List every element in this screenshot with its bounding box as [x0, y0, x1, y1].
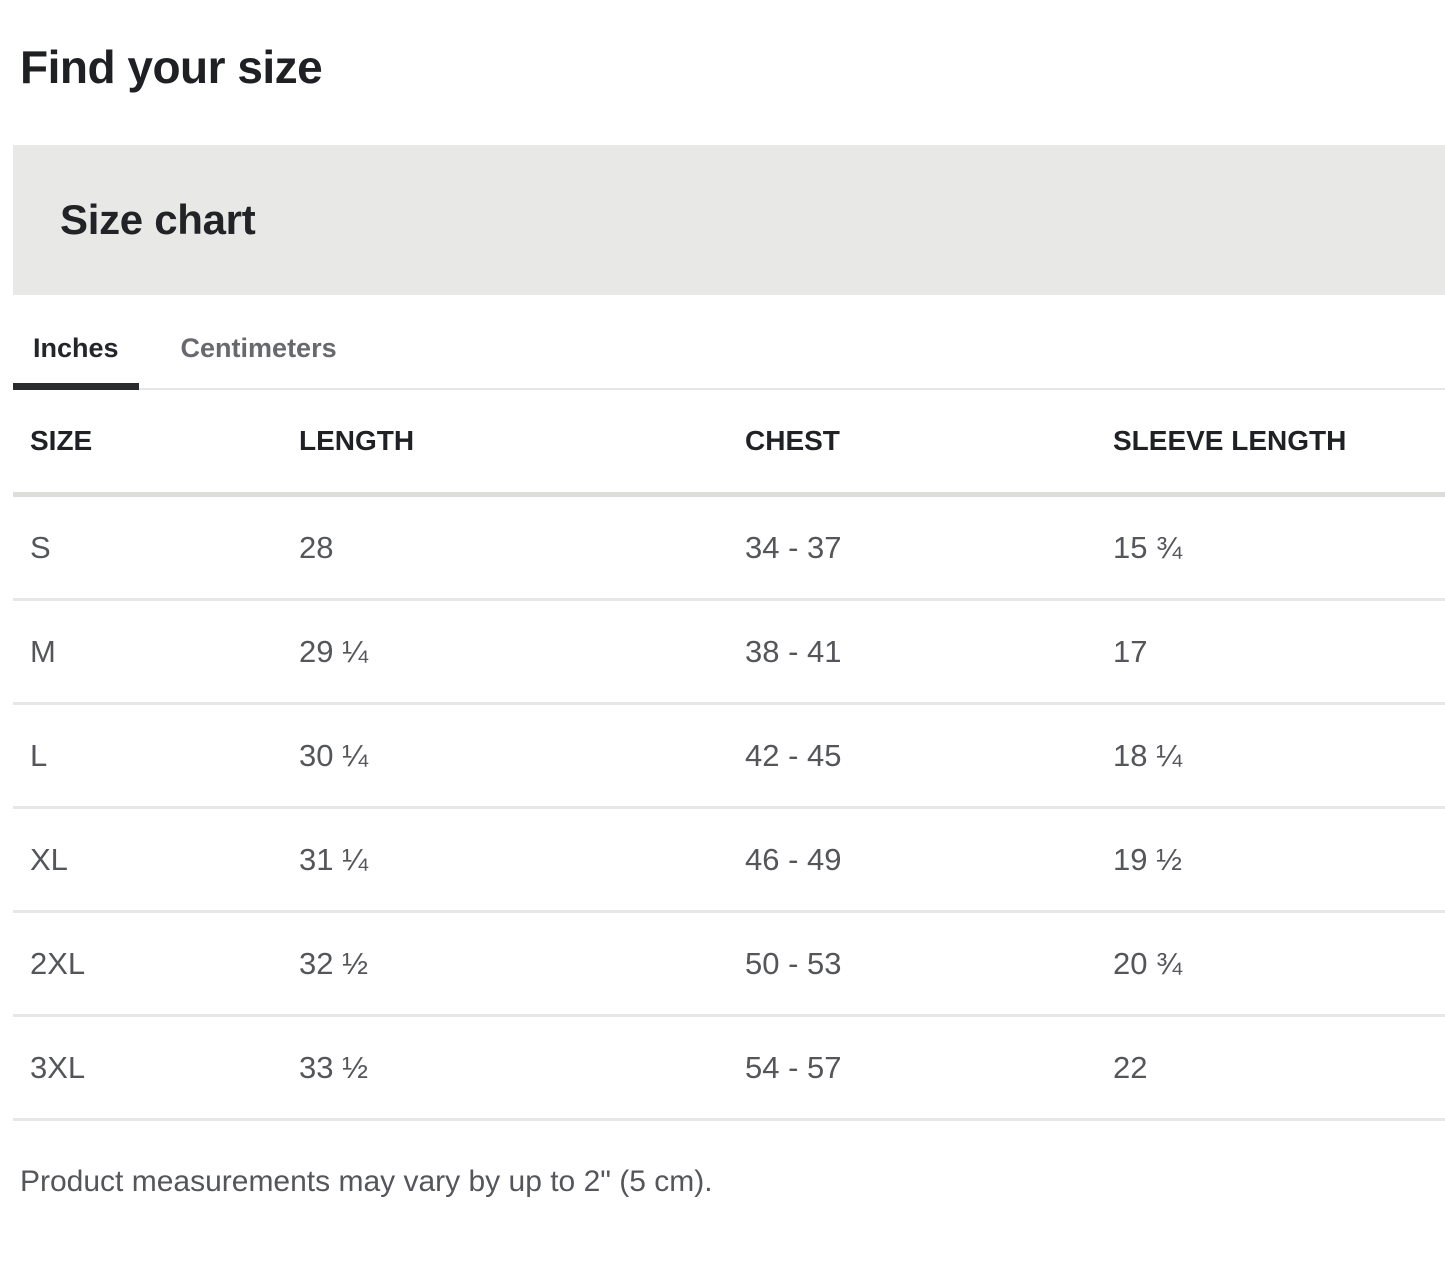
unit-tabs: [13, 295, 1445, 390]
cell-sleeve-length: 15 ¾: [1113, 529, 1182, 565]
cell-length: 30 ¼: [299, 737, 368, 773]
cell-size: S: [30, 529, 51, 565]
table-row: [13, 705, 1445, 809]
measurement-disclaimer: Product measurements may vary by up to 2" (5 cm).: [20, 1165, 713, 1199]
cell-chest: 42 - 45: [745, 737, 842, 773]
cell-length: 33 ½: [299, 1049, 368, 1085]
size-table: [13, 390, 1445, 1121]
cell-length: 28: [299, 529, 334, 565]
table-header-row: [13, 390, 1445, 497]
cell-size: XL: [30, 841, 68, 877]
table-row: [13, 601, 1445, 705]
size-chart-banner: [13, 145, 1445, 295]
cell-sleeve-length: 22: [1113, 1049, 1148, 1085]
cell-size: M: [30, 633, 56, 669]
table-row: [13, 1017, 1445, 1121]
cell-chest: 54 - 57: [745, 1049, 842, 1085]
cell-size: 3XL: [30, 1049, 86, 1085]
page-title: Find your size: [20, 41, 323, 93]
cell-chest: 46 - 49: [745, 841, 842, 877]
cell-length: 31 ¼: [299, 841, 368, 877]
cell-sleeve-length: 17: [1113, 633, 1148, 669]
cell-chest: 34 - 37: [745, 529, 842, 565]
tab-inches[interactable]: Inches: [13, 333, 139, 388]
column-header-sleeve-length: SLEEVE LENGTH: [1113, 425, 1347, 457]
table-row: [13, 497, 1445, 601]
cell-sleeve-length: 19 ½: [1113, 841, 1182, 877]
column-header-size: SIZE: [30, 425, 93, 457]
cell-sleeve-length: 18 ¼: [1113, 737, 1182, 773]
cell-chest: 50 - 53: [745, 945, 842, 981]
cell-sleeve-length: 20 ¾: [1113, 945, 1182, 981]
cell-length: 29 ¼: [299, 633, 368, 669]
column-header-length: LENGTH: [299, 425, 415, 457]
cell-length: 32 ½: [299, 945, 368, 981]
table-row: [13, 809, 1445, 913]
size-chart-heading: Size chart: [60, 196, 256, 244]
column-header-chest: CHEST: [745, 425, 840, 457]
tab-centimeters[interactable]: Centimeters: [180, 333, 337, 364]
cell-size: 2XL: [30, 945, 86, 981]
table-row: [13, 913, 1445, 1017]
cell-size: L: [30, 737, 48, 773]
cell-chest: 38 - 41: [745, 633, 842, 669]
